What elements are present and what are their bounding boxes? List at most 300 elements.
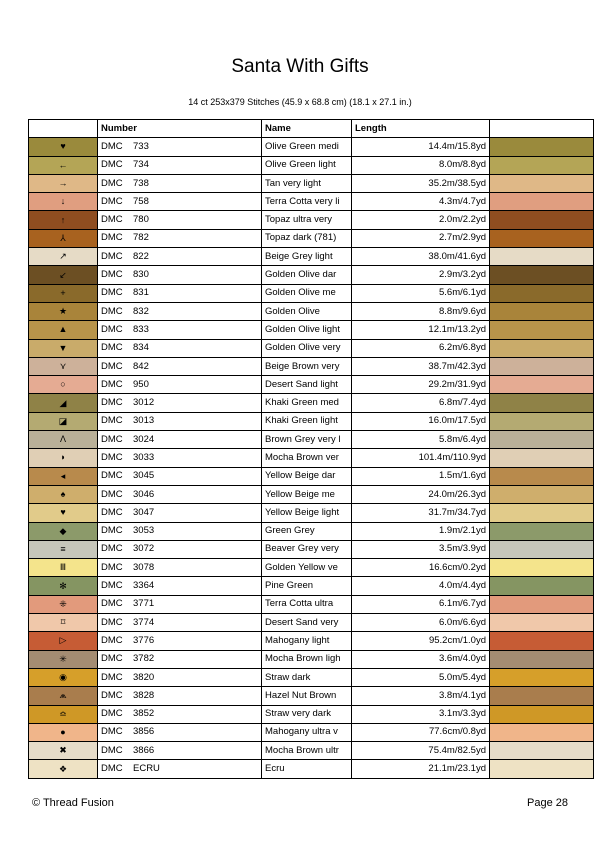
thread-length: 35.2m/38.5yd bbox=[352, 174, 490, 192]
thread-name: Hazel Nut Brown bbox=[262, 687, 352, 705]
thread-brand: DMC bbox=[101, 159, 123, 171]
thread-name: Olive Green light bbox=[262, 156, 352, 174]
color-swatch bbox=[490, 595, 594, 613]
thread-code: 950 bbox=[133, 378, 149, 390]
color-swatch bbox=[490, 266, 594, 284]
number-cell bbox=[98, 705, 262, 723]
thread-name: Golden Yellow ve bbox=[262, 559, 352, 577]
symbol-cell bbox=[29, 632, 98, 650]
thread-name: Khaki Green light bbox=[262, 412, 352, 430]
symbol-cell bbox=[29, 485, 98, 503]
thread-brand: DMC bbox=[101, 543, 123, 555]
symbol-cell bbox=[29, 723, 98, 741]
header-symbol bbox=[29, 120, 98, 138]
number-cell bbox=[98, 467, 262, 485]
symbol-cell bbox=[29, 211, 98, 229]
thread-code: 3033 bbox=[133, 451, 155, 463]
thread-name: Pine Green bbox=[262, 577, 352, 595]
symbol-cell bbox=[29, 412, 98, 430]
table-row bbox=[29, 394, 594, 412]
thread-name: Beige Brown very bbox=[262, 357, 352, 375]
stitch-symbol-icon: ✻ bbox=[59, 580, 67, 591]
color-swatch bbox=[490, 284, 594, 302]
color-swatch bbox=[490, 302, 594, 320]
page-title: Santa With Gifts bbox=[231, 56, 369, 77]
number-cell bbox=[98, 357, 262, 375]
thread-table bbox=[28, 119, 594, 779]
thread-name: Golden Olive me bbox=[262, 284, 352, 302]
table-row bbox=[29, 522, 594, 540]
thread-name: Olive Green medi bbox=[262, 138, 352, 156]
thread-code: 832 bbox=[133, 305, 149, 317]
symbol-cell bbox=[29, 467, 98, 485]
thread-length: 5.0m/5.4yd bbox=[352, 668, 490, 686]
symbol-cell bbox=[29, 595, 98, 613]
header-number: Number bbox=[98, 120, 262, 138]
stitch-symbol-icon: ← bbox=[58, 159, 68, 170]
table-row bbox=[29, 577, 594, 595]
stitch-symbol-icon: ● bbox=[60, 726, 66, 737]
thread-name: Mocha Brown ver bbox=[262, 449, 352, 467]
symbol-cell bbox=[29, 138, 98, 156]
thread-length: 2.7m/2.9yd bbox=[352, 229, 490, 247]
table-row bbox=[29, 504, 594, 522]
thread-brand: DMC bbox=[101, 634, 123, 646]
thread-name: Golden Olive dar bbox=[262, 266, 352, 284]
symbol-cell bbox=[29, 449, 98, 467]
color-swatch bbox=[490, 229, 594, 247]
thread-length: 6.2m/6.8yd bbox=[352, 339, 490, 357]
thread-brand: DMC bbox=[101, 451, 123, 463]
number-cell bbox=[98, 650, 262, 668]
table-row bbox=[29, 467, 594, 485]
number-cell bbox=[98, 687, 262, 705]
table-row bbox=[29, 302, 594, 320]
thread-brand: DMC bbox=[101, 506, 123, 518]
color-swatch bbox=[490, 559, 594, 577]
color-swatch bbox=[490, 211, 594, 229]
thread-length: 3.8m/4.1yd bbox=[352, 687, 490, 705]
color-swatch bbox=[490, 705, 594, 723]
number-cell bbox=[98, 485, 262, 503]
thread-name: Golden Olive bbox=[262, 302, 352, 320]
thread-name: Terra Cotta ultra bbox=[262, 595, 352, 613]
stitch-symbol-icon: → bbox=[58, 178, 68, 189]
thread-length: 2.0m/2.2yd bbox=[352, 211, 490, 229]
thread-name: Beaver Grey very bbox=[262, 540, 352, 558]
table-row bbox=[29, 559, 594, 577]
stitch-symbol-icon: ⋎ bbox=[59, 361, 67, 371]
color-swatch bbox=[490, 339, 594, 357]
thread-code: 833 bbox=[133, 323, 149, 335]
symbol-cell bbox=[29, 321, 98, 339]
table-row bbox=[29, 248, 594, 266]
thread-brand: DMC bbox=[101, 378, 123, 390]
color-swatch bbox=[490, 248, 594, 266]
color-swatch bbox=[490, 650, 594, 668]
number-cell bbox=[98, 193, 262, 211]
number-cell bbox=[98, 302, 262, 320]
thread-code: 3024 bbox=[133, 433, 155, 445]
thread-code: 834 bbox=[133, 342, 149, 354]
thread-code: 734 bbox=[133, 159, 149, 171]
thread-name: Brown Grey very l bbox=[262, 431, 352, 449]
symbol-cell bbox=[29, 357, 98, 375]
thread-name: Yellow Beige me bbox=[262, 485, 352, 503]
symbol-cell bbox=[29, 760, 98, 778]
symbol-cell bbox=[29, 339, 98, 357]
symbol-cell bbox=[29, 687, 98, 705]
color-swatch bbox=[490, 485, 594, 503]
thread-brand: DMC bbox=[101, 616, 123, 628]
color-swatch bbox=[490, 376, 594, 394]
color-swatch bbox=[490, 431, 594, 449]
thread-length: 38.0m/41.6yd bbox=[352, 248, 490, 266]
thread-length: 1.5m/1.6yd bbox=[352, 467, 490, 485]
thread-brand: DMC bbox=[101, 140, 123, 152]
symbol-cell bbox=[29, 248, 98, 266]
thread-length: 29.2m/31.9yd bbox=[352, 376, 490, 394]
thread-brand: DMC bbox=[101, 726, 123, 738]
thread-length: 4.0m/4.4yd bbox=[352, 577, 490, 595]
number-cell bbox=[98, 449, 262, 467]
thread-brand: DMC bbox=[101, 360, 123, 372]
thread-length: 5.6m/6.1yd bbox=[352, 284, 490, 302]
number-cell bbox=[98, 431, 262, 449]
stitch-symbol-icon: ↙ bbox=[59, 269, 67, 280]
thread-length: 4.3m/4.7yd bbox=[352, 193, 490, 211]
number-cell bbox=[98, 376, 262, 394]
stitch-symbol-icon: ★ bbox=[58, 306, 68, 317]
thread-name: Tan very light bbox=[262, 174, 352, 192]
color-swatch bbox=[490, 614, 594, 632]
thread-brand: DMC bbox=[101, 763, 123, 775]
number-cell bbox=[98, 577, 262, 595]
thread-code: ECRU bbox=[133, 763, 160, 775]
symbol-cell bbox=[29, 266, 98, 284]
table-row bbox=[29, 742, 594, 760]
stitch-symbol-icon: ◢ bbox=[59, 397, 67, 408]
color-swatch bbox=[490, 394, 594, 412]
thread-code: 3045 bbox=[133, 470, 155, 482]
table-row bbox=[29, 705, 594, 723]
thread-length: 21.1m/23.1yd bbox=[352, 760, 490, 778]
color-swatch bbox=[490, 577, 594, 595]
stitch-symbol-icon: ♥ bbox=[60, 141, 66, 152]
symbol-cell bbox=[29, 229, 98, 247]
thread-name: Mahogany light bbox=[262, 632, 352, 650]
thread-name: Yellow Beige light bbox=[262, 504, 352, 522]
stitch-symbol-icon: ⅄ bbox=[60, 232, 66, 243]
color-swatch bbox=[490, 321, 594, 339]
table-header-row bbox=[29, 120, 594, 138]
thread-code: 830 bbox=[133, 269, 149, 281]
number-cell bbox=[98, 156, 262, 174]
footer-copyright: © Thread Fusion bbox=[32, 797, 114, 809]
color-swatch bbox=[490, 156, 594, 174]
symbol-cell bbox=[29, 705, 98, 723]
stitch-symbol-icon: ◗ bbox=[60, 452, 66, 463]
color-swatch bbox=[490, 687, 594, 705]
number-cell bbox=[98, 321, 262, 339]
thread-code: 3364 bbox=[133, 580, 155, 592]
stitch-symbol-icon: ◆ bbox=[59, 525, 67, 536]
symbol-cell bbox=[29, 431, 98, 449]
thread-brand: DMC bbox=[101, 232, 123, 244]
table-row bbox=[29, 431, 594, 449]
symbol-cell bbox=[29, 650, 98, 668]
thread-name: Yellow Beige dar bbox=[262, 467, 352, 485]
table-row bbox=[29, 449, 594, 467]
stitch-symbol-icon: ⩕ bbox=[59, 690, 67, 701]
thread-brand: DMC bbox=[101, 433, 123, 445]
stitch-symbol-icon: Λ bbox=[59, 434, 66, 445]
thread-brand: DMC bbox=[101, 598, 123, 610]
thread-length: 101.4m/110.9yd bbox=[352, 449, 490, 467]
color-swatch bbox=[490, 668, 594, 686]
color-swatch bbox=[490, 467, 594, 485]
symbol-cell bbox=[29, 193, 98, 211]
number-cell bbox=[98, 138, 262, 156]
thread-length: 12.1m/13.2yd bbox=[352, 321, 490, 339]
thread-code: 842 bbox=[133, 360, 149, 372]
number-cell bbox=[98, 614, 262, 632]
thread-name: Green Grey bbox=[262, 522, 352, 540]
thread-length: 16.0m/17.5yd bbox=[352, 412, 490, 430]
number-cell bbox=[98, 211, 262, 229]
table-row bbox=[29, 723, 594, 741]
thread-length: 2.9m/3.2yd bbox=[352, 266, 490, 284]
table-row bbox=[29, 284, 594, 302]
thread-code: 3856 bbox=[133, 726, 155, 738]
thread-length: 16.6cm/0.2yd bbox=[352, 559, 490, 577]
stitch-symbol-icon: + bbox=[60, 287, 66, 298]
thread-brand: DMC bbox=[101, 580, 123, 592]
thread-brand: DMC bbox=[101, 653, 123, 665]
color-swatch bbox=[490, 632, 594, 650]
thread-length: 3.6m/4.0yd bbox=[352, 650, 490, 668]
thread-code: 3828 bbox=[133, 689, 155, 701]
symbol-cell bbox=[29, 394, 98, 412]
thread-length: 75.4m/82.5yd bbox=[352, 742, 490, 760]
thread-brand: DMC bbox=[101, 287, 123, 299]
thread-name: Desert Sand very bbox=[262, 614, 352, 632]
color-swatch bbox=[490, 138, 594, 156]
thread-brand: DMC bbox=[101, 323, 123, 335]
thread-code: 3012 bbox=[133, 397, 155, 409]
symbol-cell bbox=[29, 559, 98, 577]
thread-brand: DMC bbox=[101, 305, 123, 317]
thread-brand: DMC bbox=[101, 342, 123, 354]
symbol-cell bbox=[29, 577, 98, 595]
thread-brand: DMC bbox=[101, 269, 123, 281]
number-cell bbox=[98, 174, 262, 192]
thread-length: 3.5m/3.9yd bbox=[352, 540, 490, 558]
color-swatch bbox=[490, 174, 594, 192]
thread-brand: DMC bbox=[101, 744, 123, 756]
number-cell bbox=[98, 248, 262, 266]
thread-length: 8.8m/9.6yd bbox=[352, 302, 490, 320]
stitch-symbol-icon: ≏ bbox=[59, 708, 67, 719]
thread-brand: DMC bbox=[101, 671, 123, 683]
number-cell bbox=[98, 522, 262, 540]
stitch-symbol-icon: ▲ bbox=[58, 324, 68, 335]
symbol-cell bbox=[29, 522, 98, 540]
table-row bbox=[29, 193, 594, 211]
number-cell bbox=[98, 412, 262, 430]
color-swatch bbox=[490, 412, 594, 430]
thread-brand: DMC bbox=[101, 689, 123, 701]
color-swatch bbox=[490, 742, 594, 760]
thread-code: 782 bbox=[133, 232, 149, 244]
number-cell bbox=[98, 229, 262, 247]
symbol-cell bbox=[29, 540, 98, 558]
stitch-symbol-icon: ✖ bbox=[59, 745, 67, 756]
thread-name: Terra Cotta very li bbox=[262, 193, 352, 211]
thread-length: 1.9m/2.1yd bbox=[352, 522, 490, 540]
stitch-symbol-icon: ♥ bbox=[60, 507, 66, 518]
table-row bbox=[29, 339, 594, 357]
stitch-symbol-icon: ▷ bbox=[59, 635, 67, 646]
number-cell bbox=[98, 266, 262, 284]
table-row bbox=[29, 357, 594, 375]
thread-code: 780 bbox=[133, 214, 149, 226]
stitch-symbol-icon: ❖ bbox=[58, 763, 68, 774]
color-swatch bbox=[490, 504, 594, 522]
thread-brand: DMC bbox=[101, 214, 123, 226]
thread-code: 3047 bbox=[133, 506, 155, 518]
table-row bbox=[29, 174, 594, 192]
thread-code: 3072 bbox=[133, 543, 155, 555]
symbol-cell bbox=[29, 156, 98, 174]
stitch-symbol-icon: ✳ bbox=[59, 653, 67, 664]
thread-length: 31.7m/34.7yd bbox=[352, 504, 490, 522]
thread-length: 6.1m/6.7yd bbox=[352, 595, 490, 613]
number-cell bbox=[98, 668, 262, 686]
number-cell bbox=[98, 284, 262, 302]
number-cell bbox=[98, 595, 262, 613]
table-row bbox=[29, 650, 594, 668]
stitch-symbol-icon: ▼ bbox=[58, 342, 68, 353]
table-row bbox=[29, 211, 594, 229]
thread-name: Topaz ultra very bbox=[262, 211, 352, 229]
color-swatch bbox=[490, 760, 594, 778]
number-cell bbox=[98, 339, 262, 357]
thread-name: Mahogany ultra v bbox=[262, 723, 352, 741]
table-row bbox=[29, 760, 594, 778]
stitch-symbol-icon: ◂ bbox=[60, 470, 66, 481]
thread-code: 3013 bbox=[133, 415, 155, 427]
header-swatch bbox=[490, 120, 594, 138]
table-row bbox=[29, 595, 594, 613]
thread-name: Topaz dark (781) bbox=[262, 229, 352, 247]
thread-name: Straw very dark bbox=[262, 705, 352, 723]
table-row bbox=[29, 376, 594, 394]
table-row bbox=[29, 156, 594, 174]
table-row bbox=[29, 687, 594, 705]
number-cell bbox=[98, 723, 262, 741]
symbol-cell bbox=[29, 668, 98, 686]
thread-name: Golden Olive light bbox=[262, 321, 352, 339]
stitch-symbol-icon: ≡ bbox=[60, 543, 66, 554]
thread-code: 3771 bbox=[133, 598, 155, 610]
symbol-cell bbox=[29, 174, 98, 192]
thread-length: 14.4m/15.8yd bbox=[352, 138, 490, 156]
table-row bbox=[29, 412, 594, 430]
thread-code: 733 bbox=[133, 140, 149, 152]
thread-rows bbox=[29, 138, 594, 778]
table-row bbox=[29, 266, 594, 284]
number-cell bbox=[98, 632, 262, 650]
page-subtitle: 14 ct 253x379 Stitches (45.9 x 68.8 cm) (18.1 x 27.1 in.) bbox=[188, 97, 412, 107]
symbol-cell bbox=[29, 742, 98, 760]
color-swatch bbox=[490, 522, 594, 540]
thread-length: 6.0m/6.6yd bbox=[352, 614, 490, 632]
color-swatch bbox=[490, 193, 594, 211]
color-swatch bbox=[490, 357, 594, 375]
table-row bbox=[29, 668, 594, 686]
stitch-symbol-icon: ⁜ bbox=[59, 598, 67, 609]
thread-length: 8.0m/8.8yd bbox=[352, 156, 490, 174]
number-cell bbox=[98, 760, 262, 778]
thread-name: Mocha Brown ligh bbox=[262, 650, 352, 668]
number-cell bbox=[98, 540, 262, 558]
stitch-symbol-icon: ◪ bbox=[58, 415, 68, 426]
stitch-symbol-icon: ♠ bbox=[60, 489, 66, 500]
color-swatch bbox=[490, 449, 594, 467]
stitch-symbol-icon: ○ bbox=[60, 379, 66, 390]
number-cell bbox=[98, 559, 262, 577]
symbol-cell bbox=[29, 504, 98, 522]
thread-code: 831 bbox=[133, 287, 149, 299]
header-name: Name bbox=[262, 120, 352, 138]
number-cell bbox=[98, 394, 262, 412]
thread-name: Ecru bbox=[262, 760, 352, 778]
thread-code: 3852 bbox=[133, 708, 155, 720]
color-swatch bbox=[490, 540, 594, 558]
thread-brand: DMC bbox=[101, 250, 123, 262]
symbol-cell bbox=[29, 614, 98, 632]
thread-code: 3820 bbox=[133, 671, 155, 683]
thread-brand: DMC bbox=[101, 470, 123, 482]
thread-brand: DMC bbox=[101, 415, 123, 427]
stitch-symbol-icon: ⌑ bbox=[60, 617, 66, 628]
thread-code: 3046 bbox=[133, 488, 155, 500]
thread-name: Desert Sand light bbox=[262, 376, 352, 394]
thread-length: 24.0m/26.3yd bbox=[352, 485, 490, 503]
thread-code: 3078 bbox=[133, 561, 155, 573]
header-length: Length bbox=[352, 120, 490, 138]
table-row bbox=[29, 632, 594, 650]
thread-brand: DMC bbox=[101, 561, 123, 573]
thread-code: 822 bbox=[133, 250, 149, 262]
thread-length: 3.1m/3.3yd bbox=[352, 705, 490, 723]
stitch-symbol-icon: ↗ bbox=[59, 251, 67, 262]
thread-brand: DMC bbox=[101, 177, 123, 189]
thread-length: 5.8m/6.4yd bbox=[352, 431, 490, 449]
stitch-symbol-icon: ↑ bbox=[60, 214, 66, 225]
table-row bbox=[29, 229, 594, 247]
thread-code: 3774 bbox=[133, 616, 155, 628]
thread-name: Mocha Brown ultr bbox=[262, 742, 352, 760]
thread-brand: DMC bbox=[101, 708, 123, 720]
color-swatch bbox=[490, 723, 594, 741]
thread-brand: DMC bbox=[101, 195, 123, 207]
thread-length: 95.2cm/1.0yd bbox=[352, 632, 490, 650]
thread-brand: DMC bbox=[101, 525, 123, 537]
thread-code: 3776 bbox=[133, 634, 155, 646]
thread-name: Khaki Green med bbox=[262, 394, 352, 412]
